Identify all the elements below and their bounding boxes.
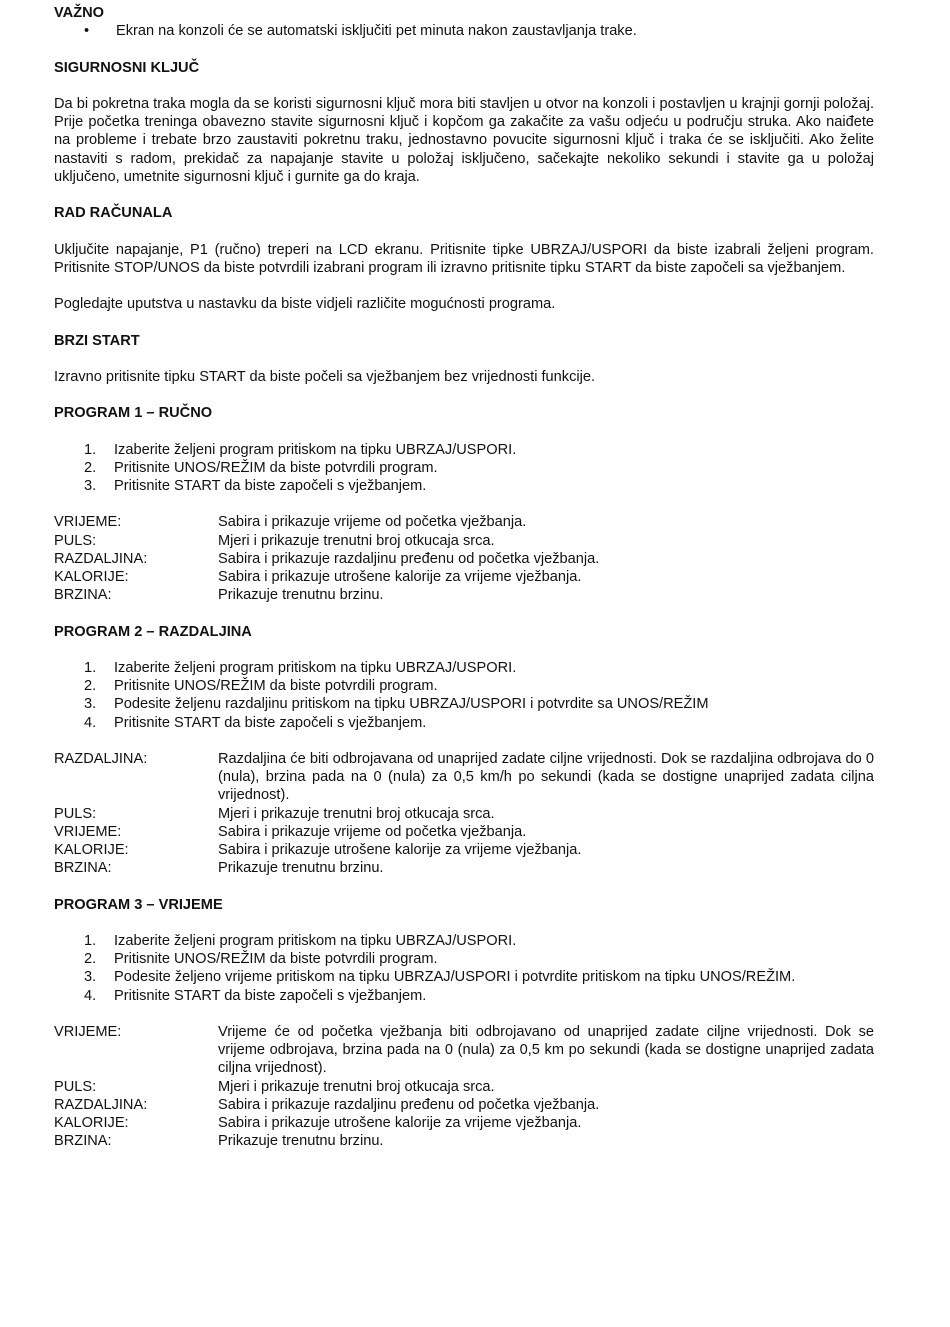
spec-value: Sabira i prikazuje utrošene kalorije za vrijeme vježbanja. — [218, 569, 582, 586]
spec-label: VRIJEME: — [54, 1024, 122, 1041]
spec-value: Vrijeme će od početka vježbanja biti odbrojavano od unaprijed zadate ciljne vrijednosti. Dok se vrijeme odbrojava, brzina pada na 0 (nula) za 0,5 km po sekundi (kada se dostigne unaprijed zadata ciljna vrijednost). — [218, 1024, 874, 1077]
step-number: 3. — [84, 969, 97, 986]
step-number: 3. — [84, 696, 97, 713]
spec-label: BRZINA: — [54, 1133, 112, 1150]
spec-row — [54, 859, 874, 877]
spec-value: Sabira i prikazuje razdaljinu pređenu od početka vježbanja. — [218, 1096, 600, 1113]
spec-label: RAZDALJINA: — [54, 550, 148, 567]
spec-value: Sabira i prikazuje utrošene kalorije za vrijeme vježbanja. — [218, 1115, 582, 1132]
step-number: 2. — [84, 951, 97, 968]
step-number: 2. — [84, 678, 97, 695]
spec-label: RAZDALJINA: — [54, 1096, 148, 1113]
spec-row — [54, 1023, 874, 1078]
program-2-steps — [54, 659, 874, 732]
program-1-steps — [54, 441, 874, 496]
step-number: 1. — [84, 933, 97, 950]
spec-value: Sabira i prikazuje utrošene kalorije za vrijeme vježbanja. — [218, 842, 582, 859]
quick-start-paragraph: Izravno pritisnite tipku START da biste počeli sa vježbanjem bez vrijednosti funkcije. — [54, 368, 596, 385]
spec-label: BRZINA: — [54, 587, 112, 604]
spec-label: VRIJEME: — [54, 514, 122, 531]
step-text: Pritisnite UNOS/REŽIM da biste potvrdili program. — [114, 951, 438, 968]
step-text: Pritisnite UNOS/REŽIM da biste potvrdili program. — [114, 678, 438, 695]
spec-value: Sabira i prikazuje razdaljinu pređenu od početka vježbanja. — [218, 550, 600, 567]
bullet-text: Ekran na konzoli će se automatski isključiti pet minuta nakon zaustavljanja trake. — [116, 23, 637, 40]
list-item — [54, 950, 874, 968]
computer-paragraph-2: Pogledajte uputstva u nastavku da biste vidjeli različite mogućnosti programa. — [54, 296, 556, 313]
list-item — [54, 459, 874, 477]
important-list — [54, 22, 874, 40]
spec-label: KALORIJE: — [54, 569, 129, 586]
program-3-steps — [54, 932, 874, 1005]
spec-value: Mjeri i prikazuje trenutni broj otkucaja srca. — [218, 805, 495, 822]
step-text: Izaberite željeni program pritiskom na tipku UBRZAJ/USPORI. — [114, 933, 517, 950]
list-item — [54, 695, 874, 713]
step-text: Podesite željeno vrijeme pritiskom na tipku UBRZAJ/USPORI i potvrdite pritiskom na tipku UNOS/REŽIM. — [114, 969, 796, 986]
spec-row — [54, 1114, 874, 1132]
spec-label: VRIJEME: — [54, 823, 122, 840]
spec-value: Prikazuje trenutnu brzinu. — [218, 587, 384, 604]
safety-key-heading: SIGURNOSNI KLJUČ — [54, 59, 200, 76]
computer-paragraph-1: Uključite napajanje, P1 (ručno) treperi na LCD ekranu. Pritisnite tipke UBRZAJ/USPORI da biste izabrali željeni program. Pritisnite STOP/UNOS da biste potvrdili izabrani program ili izravno pritisnite tipku START da biste započeli sa vježbanjem. — [54, 241, 874, 276]
step-number: 4. — [84, 987, 97, 1004]
program-3-heading: PROGRAM 3 – VRIJEME — [54, 896, 223, 913]
step-text: Pritisnite UNOS/REŽIM da biste potvrdili program. — [114, 459, 438, 476]
spec-value: Mjeri i prikazuje trenutni broj otkucaja srca. — [218, 532, 495, 549]
step-text: Izaberite željeni program pritiskom na tipku UBRZAJ/USPORI. — [114, 441, 517, 458]
spec-label: KALORIJE: — [54, 1115, 129, 1132]
important-heading: VAŽNO — [54, 5, 104, 21]
spec-value: Razdaljina će biti odbrojavana od unaprijed zadate ciljne vrijednosti. Dok se razdaljina odbrojava do 0 (nula), brzina pada na 0 (nula) za 0,5 km/h po sekundi (kada se dostigne unaprijed zadata ciljna vrijednost). — [218, 751, 874, 804]
program-1-specs — [54, 513, 874, 604]
step-number: 1. — [84, 441, 97, 458]
spec-row — [54, 1096, 874, 1114]
list-item — [54, 659, 874, 677]
spec-row — [54, 805, 874, 823]
spec-row — [54, 750, 874, 805]
spec-row — [54, 513, 874, 531]
spec-row — [54, 1078, 874, 1096]
list-item — [54, 987, 874, 1005]
bullet-icon: • — [84, 23, 90, 40]
spec-value: Sabira i prikazuje vrijeme od početka vježbanja. — [218, 823, 527, 840]
spec-row — [54, 1132, 874, 1150]
computer-heading: RAD RAČUNALA — [54, 205, 173, 222]
spec-label: PULS: — [54, 805, 97, 822]
spec-row — [54, 823, 874, 841]
step-text: Pritisnite START da biste započeli s vježbanjem. — [114, 714, 427, 731]
spec-row — [54, 532, 874, 550]
spec-value: Prikazuje trenutnu brzinu. — [218, 1133, 384, 1150]
spec-label: PULS: — [54, 1078, 97, 1095]
spec-row — [54, 586, 874, 604]
step-text: Podesite željenu razdaljinu pritiskom na tipku UBRZAJ/USPORI i potvrdite sa UNOS/REŽIM — [114, 696, 709, 713]
list-item — [54, 477, 874, 495]
step-number: 3. — [84, 478, 97, 495]
spec-value: Prikazuje trenutnu brzinu. — [218, 860, 384, 877]
spec-label: PULS: — [54, 532, 97, 549]
step-text: Izaberite željeni program pritiskom na tipku UBRZAJ/USPORI. — [114, 660, 517, 677]
step-number: 4. — [84, 714, 97, 731]
program-3-specs — [54, 1023, 874, 1150]
spec-value: Sabira i prikazuje vrijeme od početka vježbanja. — [218, 514, 527, 531]
spec-label: RAZDALJINA: — [54, 751, 148, 768]
spec-row — [54, 550, 874, 568]
list-item — [54, 968, 874, 986]
program-2-specs — [54, 750, 874, 877]
step-text: Pritisnite START da biste započeli s vježbanjem. — [114, 478, 427, 495]
quick-start-heading: BRZI START — [54, 332, 140, 349]
list-item — [54, 441, 874, 459]
list-item — [54, 932, 874, 950]
program-2-heading: PROGRAM 2 – RAZDALJINA — [54, 623, 252, 640]
list-item — [54, 22, 874, 40]
spec-label: BRZINA: — [54, 860, 112, 877]
list-item — [54, 714, 874, 732]
spec-label: KALORIJE: — [54, 842, 129, 859]
spec-row — [54, 568, 874, 586]
spec-value: Mjeri i prikazuje trenutni broj otkucaja srca. — [218, 1078, 495, 1095]
program-1-heading: PROGRAM 1 – RUČNO — [54, 405, 213, 422]
step-number: 1. — [84, 660, 97, 677]
safety-key-paragraph: Da bi pokretna traka mogla da se koristi sigurnosni ključ mora biti stavljen u otvor na konzoli i postavljen u krajnji gornji položaj. Prije početka treninga obavezno stavite sigurnosni ključ i kopčom ga zakačite za vašu odjeću u području struka. Ako naiđete na probleme i trebate brzo zaustaviti pokretnu traku, jednostavno povucite sigurnosni ključ i traka će se isključiti. Ako želite nastaviti s radom, prekidač za napajanje stavite u položaj isključeno, sačekajte nekoliko sekundi i stavite ga u položaj uključeno, umetnite sigurnosni ključ i gurnite ga do kraja. — [54, 95, 874, 185]
spec-row — [54, 841, 874, 859]
step-text: Pritisnite START da biste započeli s vježbanjem. — [114, 987, 427, 1004]
step-number: 2. — [84, 459, 97, 476]
list-item — [54, 677, 874, 695]
